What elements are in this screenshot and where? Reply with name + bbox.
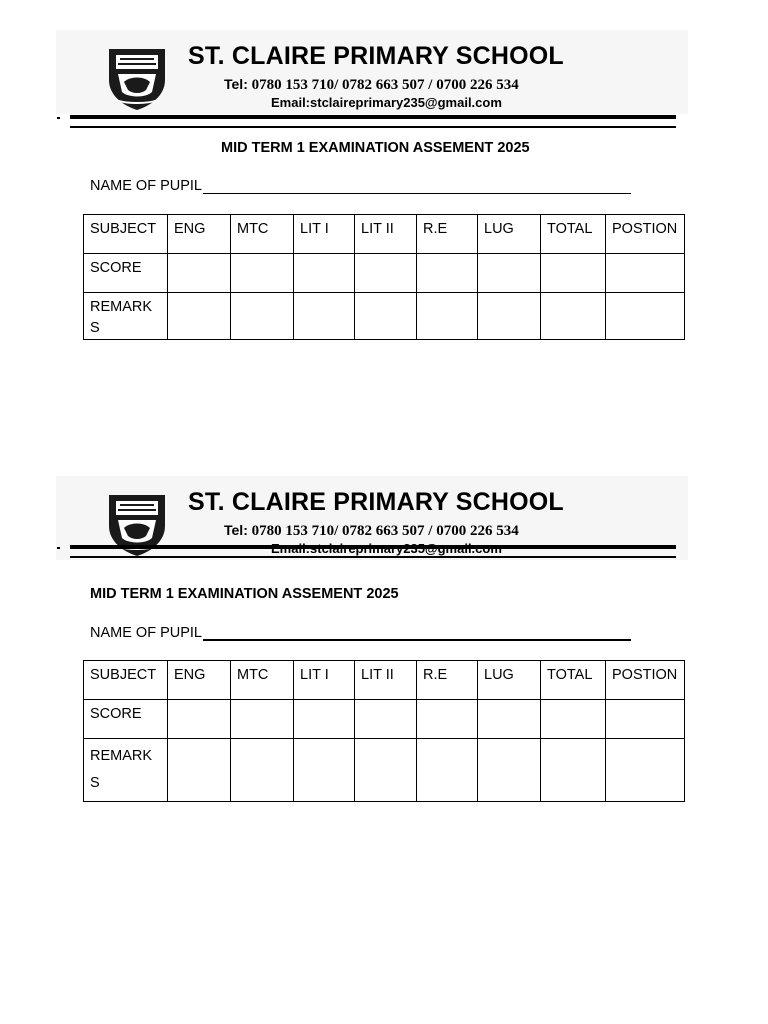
marks-table [83, 214, 685, 340]
pupil-name-label: NAME OF PUPIL [90, 178, 202, 194]
remarks-cell-mtc[interactable] [231, 293, 294, 340]
score-cell-total[interactable] [541, 700, 606, 739]
header-rule-bottom [70, 126, 676, 128]
exam-title: MID TERM 1 EXAMINATION ASSEMENT 2025 [221, 140, 530, 156]
header-rule-bottom [70, 556, 676, 558]
table-row-remarks [84, 739, 685, 802]
remarks-cell-lit-ii[interactable] [355, 739, 417, 802]
score-cell-eng[interactable] [168, 254, 231, 293]
header-cell-mtc: MTC [231, 661, 294, 700]
row-label-remarks: REMARKS [84, 739, 168, 802]
remarks-cell-lit-i[interactable] [294, 293, 355, 340]
remarks-cell-re[interactable] [417, 739, 478, 802]
remarks-cell-total[interactable] [541, 293, 606, 340]
remarks-cell-eng[interactable] [168, 739, 231, 802]
header-cell-lit-i: LIT I [294, 661, 355, 700]
header-cell-re: R.E [417, 215, 478, 254]
table-row-score [84, 254, 685, 293]
marks-table [83, 660, 685, 802]
pupil-name-row [90, 178, 631, 194]
table-header-row [84, 215, 685, 254]
row-label-remarks: REMARKS [84, 293, 168, 340]
header-cell-lit-ii: LIT II [355, 215, 417, 254]
telephone-line [224, 76, 519, 94]
header-rule-top [70, 545, 676, 549]
table-row-remarks [84, 293, 685, 340]
telephone-line [224, 522, 519, 540]
school-name: ST. CLAIRE PRIMARY SCHOOL [188, 488, 564, 516]
header-cell-lit-ii: LIT II [355, 661, 417, 700]
header-cell-lug: LUG [478, 661, 541, 700]
score-cell-lug[interactable] [478, 254, 541, 293]
pupil-name-row [90, 624, 631, 641]
score-cell-mtc[interactable] [231, 254, 294, 293]
score-cell-lit-i[interactable] [294, 254, 355, 293]
header-cell-mtc: MTC [231, 215, 294, 254]
header-cell-total: TOTAL [541, 661, 606, 700]
header-cell-subject: SUBJECT [84, 215, 168, 254]
header-cell-eng: ENG [168, 215, 231, 254]
row-label-score: SCORE [84, 254, 168, 293]
score-cell-re[interactable] [417, 254, 478, 293]
tel-label: Tel: [224, 76, 248, 92]
header-cell-lug: LUG [478, 215, 541, 254]
score-cell-total[interactable] [541, 254, 606, 293]
school-name: ST. CLAIRE PRIMARY SCHOOL [188, 42, 564, 70]
remarks-cell-position[interactable] [606, 739, 685, 802]
remarks-cell-total[interactable] [541, 739, 606, 802]
score-cell-mtc[interactable] [231, 700, 294, 739]
email-line: Email:stclaireprimary235@gmail.com [271, 95, 502, 110]
tel-numbers: 0780 153 710/ 0782 663 507 / 0700 226 534 [247, 77, 519, 93]
score-cell-lit-ii[interactable] [355, 700, 417, 739]
tel-numbers: 0780 153 710/ 0782 663 507 / 0700 226 534 [247, 523, 519, 539]
score-cell-lit-i[interactable] [294, 700, 355, 739]
table-row-score [84, 700, 685, 739]
exam-form-1 [0, 0, 768, 400]
score-cell-eng[interactable] [168, 700, 231, 739]
pupil-name-label: NAME OF PUPIL [90, 625, 202, 641]
header-rule-top [70, 115, 676, 119]
exam-form-2 [0, 446, 768, 846]
header-cell-position: POSTION [606, 215, 685, 254]
table-header-row [84, 661, 685, 700]
remarks-cell-lit-ii[interactable] [355, 293, 417, 340]
score-cell-lug[interactable] [478, 700, 541, 739]
school-crest-icon [106, 46, 168, 112]
exam-title: MID TERM 1 EXAMINATION ASSEMENT 2025 [90, 586, 399, 602]
scan-speck [57, 117, 60, 119]
pupil-name-blank [203, 178, 631, 194]
header-cell-position: POSTION [606, 661, 685, 700]
header-cell-lit-i: LIT I [294, 215, 355, 254]
header-cell-total: TOTAL [541, 215, 606, 254]
remarks-cell-lug[interactable] [478, 293, 541, 340]
score-cell-lit-ii[interactable] [355, 254, 417, 293]
score-cell-re[interactable] [417, 700, 478, 739]
score-cell-position[interactable] [606, 700, 685, 739]
tel-label: Tel: [224, 522, 248, 538]
remarks-cell-mtc[interactable] [231, 739, 294, 802]
pupil-name-blank [203, 624, 631, 641]
remarks-cell-eng[interactable] [168, 293, 231, 340]
remarks-cell-lit-i[interactable] [294, 739, 355, 802]
remarks-cell-lug[interactable] [478, 739, 541, 802]
remarks-cell-re[interactable] [417, 293, 478, 340]
header-cell-eng: ENG [168, 661, 231, 700]
remarks-cell-position[interactable] [606, 293, 685, 340]
row-label-score: SCORE [84, 700, 168, 739]
score-cell-position[interactable] [606, 254, 685, 293]
scan-speck [57, 547, 60, 549]
header-cell-subject: SUBJECT [84, 661, 168, 700]
header-cell-re: R.E [417, 661, 478, 700]
